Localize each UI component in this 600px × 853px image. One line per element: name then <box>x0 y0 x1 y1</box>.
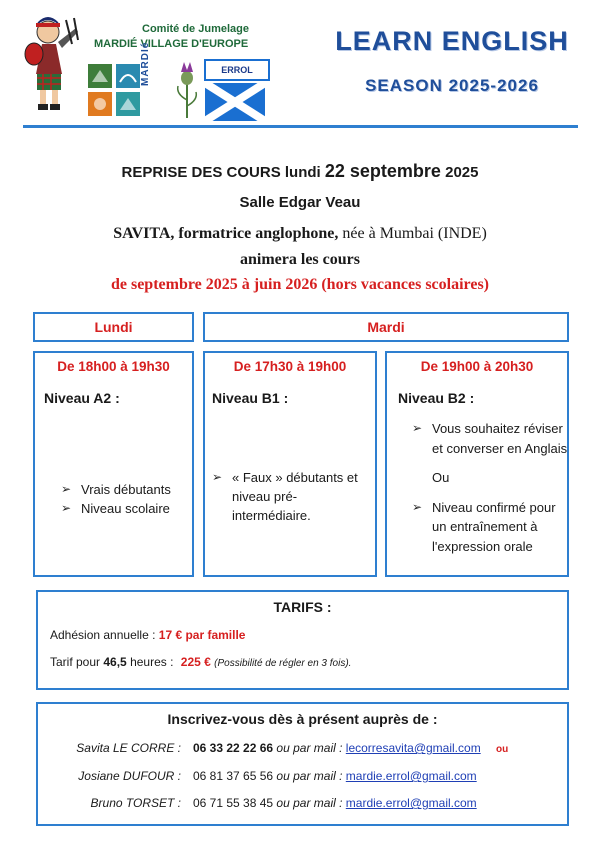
course-time: De 18h00 à 19h30 <box>57 359 170 374</box>
contact-name: Bruno TORSET : <box>90 796 181 810</box>
course-a2 <box>33 351 194 577</box>
contact-ou: ou <box>496 744 509 755</box>
course-level: Niveau A2 : <box>44 390 120 406</box>
course-items <box>61 480 171 518</box>
thistle-icon <box>172 60 202 120</box>
contact-phone[interactable]: 06 71 55 38 45 <box>193 796 274 810</box>
course-items <box>212 468 362 525</box>
contact-box <box>36 702 569 826</box>
adhesion-label: Adhésion annuelle : <box>50 628 156 642</box>
contact-mid: ou par mail : <box>276 769 343 783</box>
contact-email[interactable]: mardie.errol@gmail.com <box>345 796 477 810</box>
adhesion-line <box>50 628 245 642</box>
tarif-value: 225 € <box>180 655 211 669</box>
mardie-vertical: MARDIé <box>140 41 151 86</box>
village-tiles-icon <box>86 62 146 120</box>
teacher-origin: née à Mumbai (INDE) <box>342 225 487 242</box>
header-divider <box>23 125 578 128</box>
tarif-note: (Possibilité de régler en 3 fois). <box>214 658 352 669</box>
tarif-label-pre: Tarif pour <box>50 655 101 669</box>
day-lundi <box>33 312 194 342</box>
list-item: ➢ « Faux » débutants et niveau pré-intermédiaire. <box>212 468 362 525</box>
page-title: LEARN ENGLISH <box>335 26 569 56</box>
comite-line1: Comité de Jumelage <box>142 23 249 35</box>
course-items <box>412 419 568 556</box>
reprise-prefix: REPRISE DES COURS lundi <box>121 164 321 181</box>
piper-icon <box>22 14 82 114</box>
tarif-label-post: heures : <box>130 655 174 669</box>
list-item: ➢ Niveau confirmé pour un entraînement à l'expression orale <box>412 498 568 557</box>
reprise-line <box>0 161 600 182</box>
teacher-line <box>0 225 600 243</box>
contact-email[interactable]: mardie.errol@gmail.com <box>345 769 477 783</box>
course-time: De 19h00 à 20h30 <box>420 359 534 374</box>
list-item: ➢ Vous souhaitez réviser et converser en Anglais <box>412 419 568 458</box>
contact-name: Josiane DUFOUR : <box>78 769 181 783</box>
period: de septembre 2025 à juin 2026 (hors vacances scolaires) <box>110 276 490 293</box>
tarifs-title: TARIFS : <box>273 599 332 615</box>
list-item: ➢ Vrais débutants <box>61 480 171 499</box>
season: SEASON 2025-2026 <box>365 76 539 95</box>
day-lundi-label: Lundi <box>94 319 133 335</box>
teacher-name: SAVITA, formatrice anglophone, <box>113 225 339 242</box>
course-level: Niveau B2 : <box>398 390 475 406</box>
course-b2 <box>385 351 569 577</box>
contact-phone[interactable]: 06 33 22 22 66 <box>193 741 274 755</box>
tarifs-box <box>36 590 569 690</box>
course-or: Ou <box>432 470 450 485</box>
course-time: De 17h30 à 19h00 <box>233 359 347 374</box>
reprise-date: 22 septembre <box>324 161 441 181</box>
contact-title: Inscrivez-vous dès à présent auprès de : <box>167 711 438 727</box>
comite-line2: MARDIÉ VILLAGE D'EUROPE <box>94 38 249 50</box>
errol-badge: ERROL <box>204 59 270 81</box>
tarif-line <box>50 655 351 669</box>
day-mardi-label: Mardi <box>367 319 405 335</box>
tarif-hours: 46,5 <box>103 655 127 669</box>
salle: Salle Edgar Veau <box>239 194 361 211</box>
day-mardi <box>203 312 569 342</box>
contact-email[interactable]: lecorresavita@gmail.com <box>345 741 481 755</box>
list-item: ➢ Niveau scolaire <box>61 499 171 518</box>
contact-mid: ou par mail : <box>276 796 343 810</box>
contact-mid: ou par mail : <box>276 741 343 755</box>
reprise-year: 2025 <box>445 164 479 181</box>
adhesion-value: 17 € par famille <box>158 628 246 642</box>
course-level: Niveau B1 : <box>212 390 289 406</box>
contact-phone[interactable]: 06 81 37 65 56 <box>193 769 274 783</box>
contact-name: Savita LE CORRE : <box>76 741 181 755</box>
course-b1 <box>203 351 377 577</box>
animera: animera les cours <box>240 251 360 268</box>
scotland-flag-icon <box>205 83 265 121</box>
